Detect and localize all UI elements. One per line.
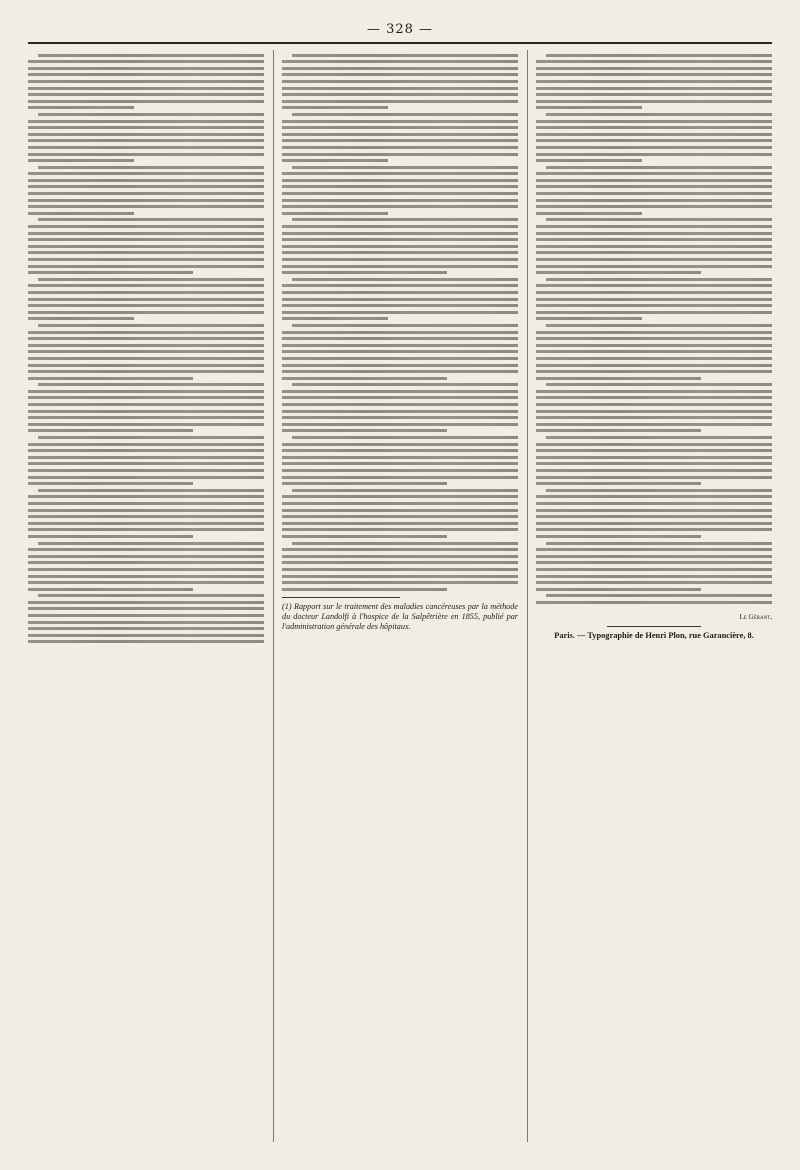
text-line-placeholder xyxy=(282,284,518,287)
text-line-placeholder xyxy=(28,416,264,419)
text-line-placeholder xyxy=(282,364,518,367)
text-line-placeholder xyxy=(536,73,772,76)
text-line-placeholder xyxy=(282,120,518,123)
text-line-placeholder xyxy=(28,271,193,274)
text-line-placeholder xyxy=(282,528,518,531)
text-line-placeholder xyxy=(28,502,264,505)
text-line-placeholder xyxy=(536,575,772,578)
text-line-placeholder xyxy=(28,317,134,320)
text-line-placeholder xyxy=(28,350,264,353)
text-line-placeholder xyxy=(28,87,264,90)
text-line-placeholder xyxy=(536,462,772,465)
text-line-placeholder xyxy=(28,403,264,406)
text-line-placeholder xyxy=(28,357,264,360)
gerant-signature: Le Gérant, xyxy=(739,612,772,621)
text-line-placeholder xyxy=(282,548,518,551)
text-line-placeholder xyxy=(536,548,772,551)
text-line-placeholder xyxy=(28,469,264,472)
text-line-placeholder xyxy=(282,476,518,479)
text-line-placeholder xyxy=(282,291,518,294)
text-line-placeholder xyxy=(28,456,264,459)
text-line-placeholder xyxy=(282,522,518,525)
text-line-placeholder xyxy=(536,271,701,274)
text-line-placeholder xyxy=(536,429,701,432)
text-line-placeholder xyxy=(282,159,388,162)
text-line-placeholder xyxy=(282,126,518,129)
text-line-placeholder xyxy=(28,462,264,465)
text-line-placeholder xyxy=(282,106,388,109)
text-line-placeholder xyxy=(292,218,518,221)
text-line-placeholder xyxy=(292,324,518,327)
text-line-placeholder xyxy=(536,126,772,129)
text-line-placeholder xyxy=(546,436,772,439)
text-line-placeholder xyxy=(28,185,264,188)
text-line-placeholder xyxy=(28,245,264,248)
text-line-placeholder xyxy=(28,106,134,109)
text-line-placeholder xyxy=(282,396,518,399)
text-line-placeholder xyxy=(536,522,772,525)
text-line-placeholder xyxy=(536,350,772,353)
text-line-placeholder xyxy=(28,199,264,202)
text-column-3-body xyxy=(536,54,772,604)
text-line-placeholder xyxy=(28,120,264,123)
text-line-placeholder xyxy=(28,298,264,301)
text-line-placeholder xyxy=(28,133,264,136)
text-line-placeholder xyxy=(28,495,264,498)
text-line-placeholder xyxy=(536,67,772,70)
text-line-placeholder xyxy=(536,416,772,419)
text-line-placeholder xyxy=(546,489,772,492)
text-line-placeholder xyxy=(28,153,264,156)
text-line-placeholder xyxy=(536,120,772,123)
text-line-placeholder xyxy=(282,390,518,393)
text-line-placeholder xyxy=(282,205,518,208)
text-line-placeholder xyxy=(28,337,264,340)
column-divider xyxy=(527,50,528,1142)
text-line-placeholder xyxy=(28,568,264,571)
text-line-placeholder xyxy=(292,278,518,281)
text-line-placeholder xyxy=(536,396,772,399)
text-line-placeholder xyxy=(282,515,518,518)
text-line-placeholder xyxy=(536,370,772,373)
text-line-placeholder xyxy=(536,364,772,367)
text-line-placeholder xyxy=(28,265,264,268)
text-line-placeholder xyxy=(546,324,772,327)
text-line-placeholder xyxy=(536,495,772,498)
text-line-placeholder xyxy=(28,73,264,76)
text-line-placeholder xyxy=(282,495,518,498)
text-line-placeholder xyxy=(536,601,772,604)
text-line-placeholder xyxy=(282,271,447,274)
text-line-placeholder xyxy=(28,627,264,630)
text-line-placeholder xyxy=(282,199,518,202)
text-line-placeholder xyxy=(292,489,518,492)
text-line-placeholder xyxy=(28,528,264,531)
text-line-placeholder xyxy=(28,429,193,432)
text-line-placeholder xyxy=(28,80,264,83)
text-line-placeholder xyxy=(282,337,518,340)
text-line-placeholder xyxy=(536,423,772,426)
text-line-placeholder xyxy=(282,172,518,175)
text-line-placeholder xyxy=(536,502,772,505)
text-line-placeholder xyxy=(536,185,772,188)
text-line-placeholder xyxy=(28,449,264,452)
text-line-placeholder xyxy=(282,67,518,70)
text-line-placeholder xyxy=(282,344,518,347)
text-line-placeholder xyxy=(536,251,772,254)
text-line-placeholder xyxy=(536,403,772,406)
text-line-placeholder xyxy=(282,225,518,228)
text-line-placeholder xyxy=(536,291,772,294)
text-line-placeholder xyxy=(546,54,772,57)
text-line-placeholder xyxy=(536,146,772,149)
text-line-placeholder xyxy=(282,535,447,538)
text-line-placeholder xyxy=(282,212,388,215)
text-line-placeholder xyxy=(536,153,772,156)
text-line-placeholder xyxy=(536,449,772,452)
text-line-placeholder xyxy=(546,383,772,386)
text-line-placeholder xyxy=(536,100,772,103)
text-line-placeholder xyxy=(28,390,264,393)
text-line-placeholder xyxy=(28,179,264,182)
text-line-placeholder xyxy=(28,535,193,538)
text-line-placeholder xyxy=(28,126,264,129)
footnote-rule xyxy=(282,597,400,598)
text-line-placeholder xyxy=(282,153,518,156)
text-line-placeholder xyxy=(28,370,264,373)
text-line-placeholder xyxy=(536,528,772,531)
text-line-placeholder xyxy=(28,443,264,446)
text-line-placeholder xyxy=(282,100,518,103)
text-line-placeholder xyxy=(282,192,518,195)
text-line-placeholder xyxy=(536,357,772,360)
text-line-placeholder xyxy=(546,218,772,221)
header-rule xyxy=(28,42,772,44)
text-line-placeholder xyxy=(536,317,642,320)
text-line-placeholder xyxy=(536,456,772,459)
text-line-placeholder xyxy=(28,225,264,228)
text-line-placeholder xyxy=(292,383,518,386)
text-line-placeholder xyxy=(546,594,772,597)
text-line-placeholder xyxy=(28,396,264,399)
text-line-placeholder xyxy=(536,515,772,518)
text-line-placeholder xyxy=(282,416,518,419)
text-line-placeholder xyxy=(28,364,264,367)
text-line-placeholder xyxy=(28,377,193,380)
text-line-placeholder xyxy=(536,344,772,347)
text-line-placeholder xyxy=(536,179,772,182)
text-line-placeholder xyxy=(292,113,518,116)
text-line-placeholder xyxy=(282,139,518,142)
text-line-placeholder xyxy=(282,179,518,182)
text-line-placeholder xyxy=(536,476,772,479)
text-line-placeholder xyxy=(282,423,518,426)
text-column-3 xyxy=(536,50,772,1142)
text-line-placeholder xyxy=(536,469,772,472)
text-line-placeholder xyxy=(282,502,518,505)
text-line-placeholder xyxy=(282,449,518,452)
text-line-placeholder xyxy=(292,436,518,439)
text-line-placeholder xyxy=(38,218,264,221)
text-line-placeholder xyxy=(282,370,518,373)
text-line-placeholder xyxy=(536,258,772,261)
text-line-placeholder xyxy=(282,462,518,465)
text-line-placeholder xyxy=(282,238,518,241)
text-line-placeholder xyxy=(282,469,518,472)
text-line-placeholder xyxy=(282,403,518,406)
text-line-placeholder xyxy=(282,509,518,512)
text-line-placeholder xyxy=(28,284,264,287)
text-line-placeholder xyxy=(282,265,518,268)
text-line-placeholder xyxy=(28,93,264,96)
text-line-placeholder xyxy=(282,350,518,353)
text-line-placeholder xyxy=(536,337,772,340)
text-line-placeholder xyxy=(28,548,264,551)
text-line-placeholder xyxy=(28,614,264,617)
text-line-placeholder xyxy=(546,278,772,281)
text-line-placeholder xyxy=(282,588,447,591)
text-line-placeholder xyxy=(282,456,518,459)
text-line-placeholder xyxy=(536,311,772,314)
text-line-placeholder xyxy=(282,575,518,578)
text-line-placeholder xyxy=(28,601,264,604)
text-line-placeholder xyxy=(38,542,264,545)
text-line-placeholder xyxy=(28,522,264,525)
text-line-placeholder xyxy=(536,245,772,248)
text-column-1 xyxy=(28,50,264,1142)
text-line-placeholder xyxy=(282,377,447,380)
text-line-placeholder xyxy=(28,139,264,142)
text-line-placeholder xyxy=(536,238,772,241)
text-line-placeholder xyxy=(282,185,518,188)
text-line-placeholder xyxy=(28,423,264,426)
text-line-placeholder xyxy=(292,542,518,545)
text-line-placeholder xyxy=(28,258,264,261)
text-line-placeholder xyxy=(536,80,772,83)
text-line-placeholder xyxy=(536,192,772,195)
text-line-placeholder xyxy=(536,225,772,228)
text-line-placeholder xyxy=(282,146,518,149)
text-line-placeholder xyxy=(536,172,772,175)
text-line-placeholder xyxy=(546,113,772,116)
text-line-placeholder xyxy=(28,344,264,347)
text-line-placeholder xyxy=(536,139,772,142)
text-line-placeholder xyxy=(536,106,642,109)
text-line-placeholder xyxy=(282,410,518,413)
text-line-placeholder xyxy=(536,561,772,564)
text-line-placeholder xyxy=(28,60,264,63)
text-line-placeholder xyxy=(28,192,264,195)
text-line-placeholder xyxy=(536,331,772,334)
text-line-placeholder xyxy=(282,60,518,63)
column-divider xyxy=(273,50,274,1142)
text-line-placeholder xyxy=(282,429,447,432)
text-line-placeholder xyxy=(38,54,264,57)
text-line-placeholder xyxy=(536,298,772,301)
text-line-placeholder xyxy=(282,87,518,90)
text-line-placeholder xyxy=(282,245,518,248)
text-line-placeholder xyxy=(28,640,264,643)
text-line-placeholder xyxy=(282,561,518,564)
text-line-placeholder xyxy=(28,607,264,610)
text-line-placeholder xyxy=(282,80,518,83)
text-line-placeholder xyxy=(28,304,264,307)
text-line-placeholder xyxy=(282,258,518,261)
text-line-placeholder xyxy=(38,489,264,492)
text-line-placeholder xyxy=(28,159,134,162)
text-line-placeholder xyxy=(536,60,772,63)
text-line-placeholder xyxy=(536,304,772,307)
text-line-placeholder xyxy=(28,575,264,578)
text-line-placeholder xyxy=(28,172,264,175)
text-line-placeholder xyxy=(536,588,701,591)
text-line-placeholder xyxy=(38,166,264,169)
text-line-placeholder xyxy=(282,311,518,314)
text-line-placeholder xyxy=(536,212,642,215)
text-line-placeholder xyxy=(536,482,701,485)
text-line-placeholder xyxy=(536,87,772,90)
text-line-placeholder xyxy=(536,410,772,413)
text-line-placeholder xyxy=(28,482,193,485)
text-line-placeholder xyxy=(28,621,264,624)
page-number: — 328 — xyxy=(366,22,434,37)
text-line-placeholder xyxy=(282,482,447,485)
text-line-placeholder xyxy=(536,535,701,538)
text-line-placeholder xyxy=(28,410,264,413)
text-line-placeholder xyxy=(282,93,518,96)
text-line-placeholder xyxy=(28,311,264,314)
text-line-placeholder xyxy=(282,251,518,254)
text-line-placeholder xyxy=(28,238,264,241)
text-line-placeholder xyxy=(28,232,264,235)
text-line-placeholder xyxy=(28,212,134,215)
text-line-placeholder xyxy=(28,100,264,103)
text-line-placeholder xyxy=(28,515,264,518)
text-line-placeholder xyxy=(38,594,264,597)
text-line-placeholder xyxy=(28,67,264,70)
text-line-placeholder xyxy=(28,561,264,564)
imprint-rule xyxy=(607,626,701,627)
text-line-placeholder xyxy=(282,232,518,235)
text-line-placeholder xyxy=(282,443,518,446)
text-column-2 xyxy=(282,50,518,1142)
text-line-placeholder xyxy=(282,133,518,136)
text-line-placeholder xyxy=(282,73,518,76)
text-line-placeholder xyxy=(536,232,772,235)
text-line-placeholder xyxy=(28,251,264,254)
text-line-placeholder xyxy=(38,436,264,439)
text-line-placeholder xyxy=(536,568,772,571)
text-line-placeholder xyxy=(28,291,264,294)
text-line-placeholder xyxy=(292,166,518,169)
text-line-placeholder xyxy=(282,581,518,584)
footnote: (1) Rapport sur le traitement des maladies cancéreuses par la méthode du docteur Landolfi à l'hospice de la Salpêtrière en 1855, publié par l'administration générale des hôpitaux. xyxy=(282,601,518,631)
text-line-placeholder xyxy=(28,581,264,584)
text-line-placeholder xyxy=(28,476,264,479)
text-line-placeholder xyxy=(536,509,772,512)
text-line-placeholder xyxy=(28,588,193,591)
text-line-placeholder xyxy=(536,555,772,558)
text-line-placeholder xyxy=(536,133,772,136)
text-column-2-body xyxy=(282,54,518,591)
text-line-placeholder xyxy=(282,568,518,571)
text-line-placeholder xyxy=(282,317,388,320)
text-line-placeholder xyxy=(536,443,772,446)
text-line-placeholder xyxy=(38,383,264,386)
text-line-placeholder xyxy=(282,331,518,334)
text-line-placeholder xyxy=(38,324,264,327)
text-line-placeholder xyxy=(546,166,772,169)
text-line-placeholder xyxy=(38,278,264,281)
text-line-placeholder xyxy=(28,634,264,637)
text-line-placeholder xyxy=(536,265,772,268)
text-line-placeholder xyxy=(536,199,772,202)
text-line-placeholder xyxy=(536,93,772,96)
text-line-placeholder xyxy=(536,377,701,380)
text-line-placeholder xyxy=(536,284,772,287)
text-line-placeholder xyxy=(282,555,518,558)
text-line-placeholder xyxy=(282,304,518,307)
text-line-placeholder xyxy=(536,390,772,393)
text-line-placeholder xyxy=(282,357,518,360)
printer-imprint: Paris. — Typographie de Henri Plon, rue Garancière, 8. xyxy=(554,631,754,641)
text-line-placeholder xyxy=(28,146,264,149)
text-line-placeholder xyxy=(28,331,264,334)
text-line-placeholder xyxy=(292,54,518,57)
text-line-placeholder xyxy=(28,555,264,558)
text-line-placeholder xyxy=(282,298,518,301)
text-line-placeholder xyxy=(38,113,264,116)
text-line-placeholder xyxy=(536,159,642,162)
text-line-placeholder xyxy=(536,205,772,208)
text-line-placeholder xyxy=(536,581,772,584)
text-line-placeholder xyxy=(28,509,264,512)
text-line-placeholder xyxy=(546,542,772,545)
text-line-placeholder xyxy=(28,205,264,208)
